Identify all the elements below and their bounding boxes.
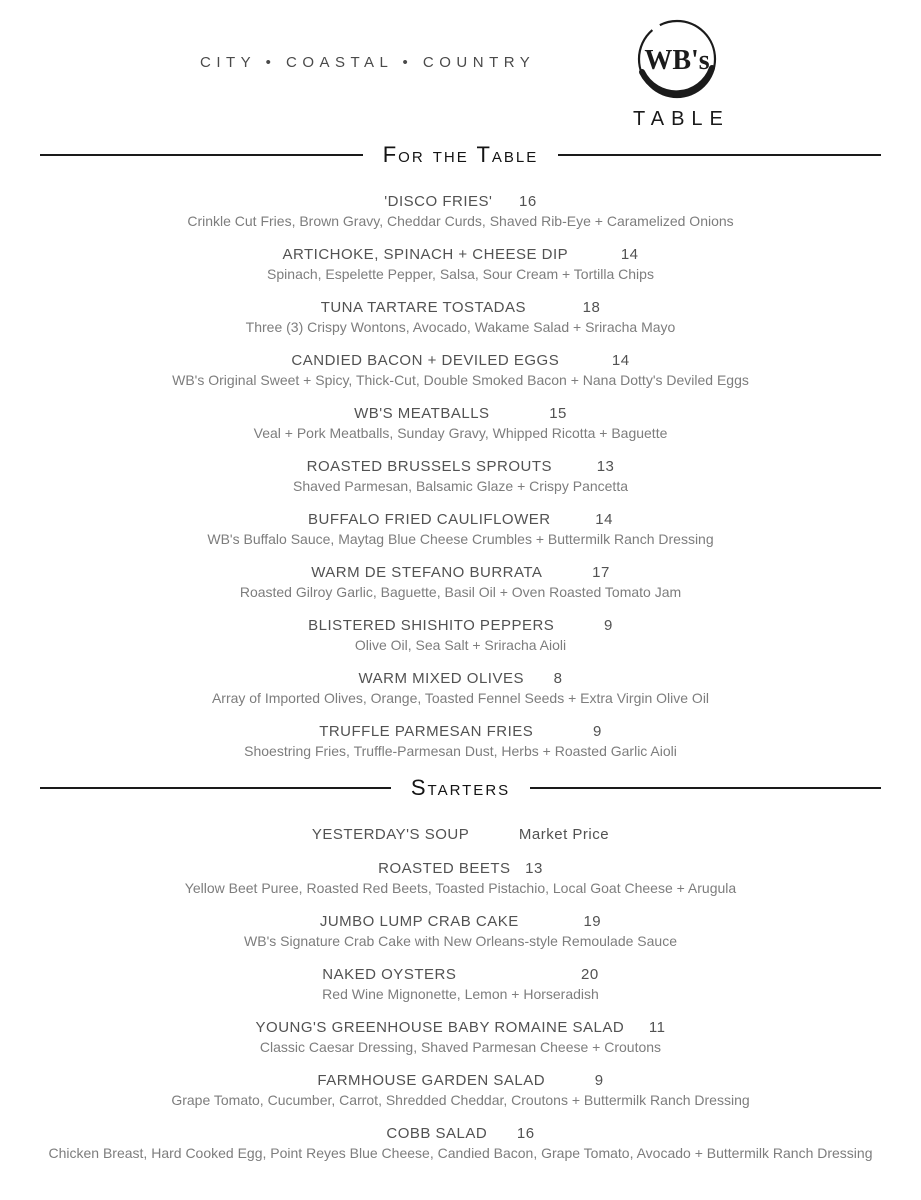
brand-tagline: CITY • COASTAL • COUNTRY: [200, 54, 536, 71]
item-price: 11: [648, 1019, 666, 1036]
item-description: WB's Original Sweet + Spicy, Thick-Cut, Double Smoked Bacon + Nana Dotty's Deviled Eggs: [172, 372, 749, 388]
item-description: Classic Caesar Dressing, Shaved Parmesan Cheese + Croutons: [259, 1039, 662, 1055]
item-price: 8: [553, 670, 563, 687]
item-name: BUFFALO FRIED CAULIFLOWER: [308, 511, 551, 528]
menu-item: [40, 616, 881, 655]
menu-item: [40, 1018, 881, 1057]
menu-item: [40, 965, 881, 1004]
menu-body: [40, 142, 881, 1177]
menu-section: [40, 142, 881, 761]
logo-circle-mark: [628, 14, 728, 106]
item-price: Market Price: [518, 826, 610, 843]
section-items: [40, 192, 881, 761]
item-title-row: [40, 457, 881, 477]
item-title-row: [40, 298, 881, 318]
item-description: Three (3) Crispy Wontons, Avocado, Wakame Salad + Sriracha Mayo: [245, 319, 676, 335]
item-description: Veal + Pork Meatballs, Sunday Gravy, Whipped Ricotta + Baguette: [253, 425, 668, 441]
item-title-row: [40, 825, 881, 845]
item-title-row: [40, 965, 881, 985]
item-name: CANDIED BACON + DEVILED EGGS: [291, 352, 560, 369]
item-title-row: [40, 669, 881, 689]
item-description: Spinach, Espelette Pepper, Salsa, Sour Cream + Tortilla Chips: [267, 266, 654, 282]
item-title-row: [40, 351, 881, 371]
item-price: 17: [592, 564, 610, 581]
item-description: Shaved Parmesan, Balsamic Glaze + Crispy Pancetta: [293, 478, 628, 494]
item-description: Shoestring Fries, Truffle-Parmesan Dust, Herbs + Roasted Garlic Aioli: [244, 743, 677, 759]
item-price: 13: [525, 860, 543, 877]
item-name: TRUFFLE PARMESAN FRIES: [319, 723, 534, 740]
item-title-row: [40, 563, 881, 583]
item-name: FARMHOUSE GARDEN SALAD: [317, 1072, 546, 1089]
menu-item: [40, 669, 881, 708]
item-price: 15: [549, 405, 567, 422]
item-name: WB'S MEATBALLS: [354, 405, 490, 422]
item-description: Roasted Gilroy Garlic, Baguette, Basil Oil + Oven Roasted Tomato Jam: [239, 584, 682, 600]
item-title-row: [40, 859, 881, 879]
item-name: YOUNG'S GREENHOUSE BABY ROMAINE SALAD: [255, 1019, 625, 1036]
item-name: COBB SALAD: [386, 1125, 488, 1142]
item-title-row: [40, 192, 881, 212]
item-description: Olive Oil, Sea Salt + Sriracha Aioli: [354, 637, 567, 653]
item-title-row: [40, 510, 881, 530]
item-price: 14: [611, 352, 630, 369]
item-price: 18: [582, 299, 601, 316]
item-title-row: [40, 912, 881, 932]
section-heading: [40, 142, 881, 168]
heading-rule-right: [558, 154, 881, 156]
menu-item: [40, 457, 881, 496]
menu-item: [40, 298, 881, 337]
menu-item: [40, 1071, 881, 1110]
item-name: ROASTED BEETS: [378, 860, 511, 877]
menu-item: [40, 404, 881, 443]
section-title: For the Table: [382, 142, 539, 167]
menu-item: [40, 563, 881, 602]
item-name: WARM DE STEFANO BURRATA: [311, 564, 543, 581]
menu-item: [40, 825, 881, 845]
item-price: 19: [583, 913, 602, 930]
item-title-row: [40, 1124, 881, 1144]
item-title-row: [40, 1018, 881, 1038]
heading-rule-left: [40, 787, 391, 789]
item-price: 16: [516, 1125, 535, 1142]
item-description: WB's Signature Crab Cake with New Orleans-style Remoulade Sauce: [244, 933, 677, 949]
item-name: ARTICHOKE, SPINACH + CHEESE DIP: [282, 246, 569, 263]
section-heading: [40, 775, 881, 801]
section-title: Starters: [410, 775, 511, 800]
item-description: Crinkle Cut Fries, Brown Gravy, Cheddar Curds, Shaved Rib-Eye + Caramelized Onions: [187, 213, 734, 229]
item-name: BLISTERED SHISHITO PEPPERS: [308, 617, 555, 634]
item-price: 14: [620, 246, 639, 263]
brand-logo: [628, 14, 728, 131]
item-price: 9: [603, 617, 613, 634]
logo-wordmark: TABLE: [633, 108, 730, 130]
menu-item: [40, 1124, 881, 1163]
item-name: WARM MIXED OLIVES: [358, 670, 524, 687]
item-description: Chicken Breast, Hard Cooked Egg, Point Reyes Blue Cheese, Candied Bacon, Grape Tomato, Avocado + Buttermilk Ranch Dressing: [48, 1145, 873, 1161]
item-price: 14: [595, 511, 613, 528]
menu-item: [40, 859, 881, 898]
item-title-row: [40, 245, 881, 265]
item-title-row: [40, 616, 881, 636]
menu-item: [40, 912, 881, 951]
item-name: JUMBO LUMP CRAB CAKE: [319, 913, 519, 930]
item-name: 'DISCO FRIES': [384, 193, 493, 210]
item-price: 13: [596, 458, 615, 475]
item-title-row: [40, 1071, 881, 1091]
item-name: TUNA TARTARE TOSTADAS: [320, 299, 526, 316]
menu-item: [40, 192, 881, 231]
item-price: 9: [592, 723, 602, 740]
item-price: 20: [581, 966, 599, 983]
item-title-row: [40, 404, 881, 424]
heading-rule-left: [40, 154, 363, 156]
item-name: YESTERDAY'S SOUP: [311, 826, 470, 843]
item-name: ROASTED BRUSSELS SPROUTS: [306, 458, 553, 475]
menu-item: [40, 510, 881, 549]
item-name: NAKED OYSTERS: [322, 966, 457, 983]
item-price: 9: [594, 1072, 604, 1089]
item-description: Yellow Beet Puree, Roasted Red Beets, Toasted Pistachio, Local Goat Cheese + Arugula: [184, 880, 737, 896]
menu-item: [40, 351, 881, 390]
item-description: WB's Buffalo Sauce, Maytag Blue Cheese Crumbles + Buttermilk Ranch Dressing: [207, 531, 714, 547]
logo-initials: WB's: [644, 45, 710, 76]
item-description: Grape Tomato, Cucumber, Carrot, Shredded Cheddar, Croutons + Buttermilk Ranch Dressing: [171, 1092, 750, 1108]
item-title-row: [40, 722, 881, 742]
menu-item: [40, 245, 881, 284]
item-description: Red Wine Mignonette, Lemon + Horseradish: [322, 986, 599, 1002]
item-price: 16: [519, 193, 537, 210]
heading-rule-right: [530, 787, 881, 789]
item-description: Array of Imported Olives, Orange, Toasted Fennel Seeds + Extra Virgin Olive Oil: [211, 690, 710, 706]
section-items: [40, 825, 881, 1163]
menu-section: [40, 775, 881, 1163]
menu-item: [40, 722, 881, 761]
